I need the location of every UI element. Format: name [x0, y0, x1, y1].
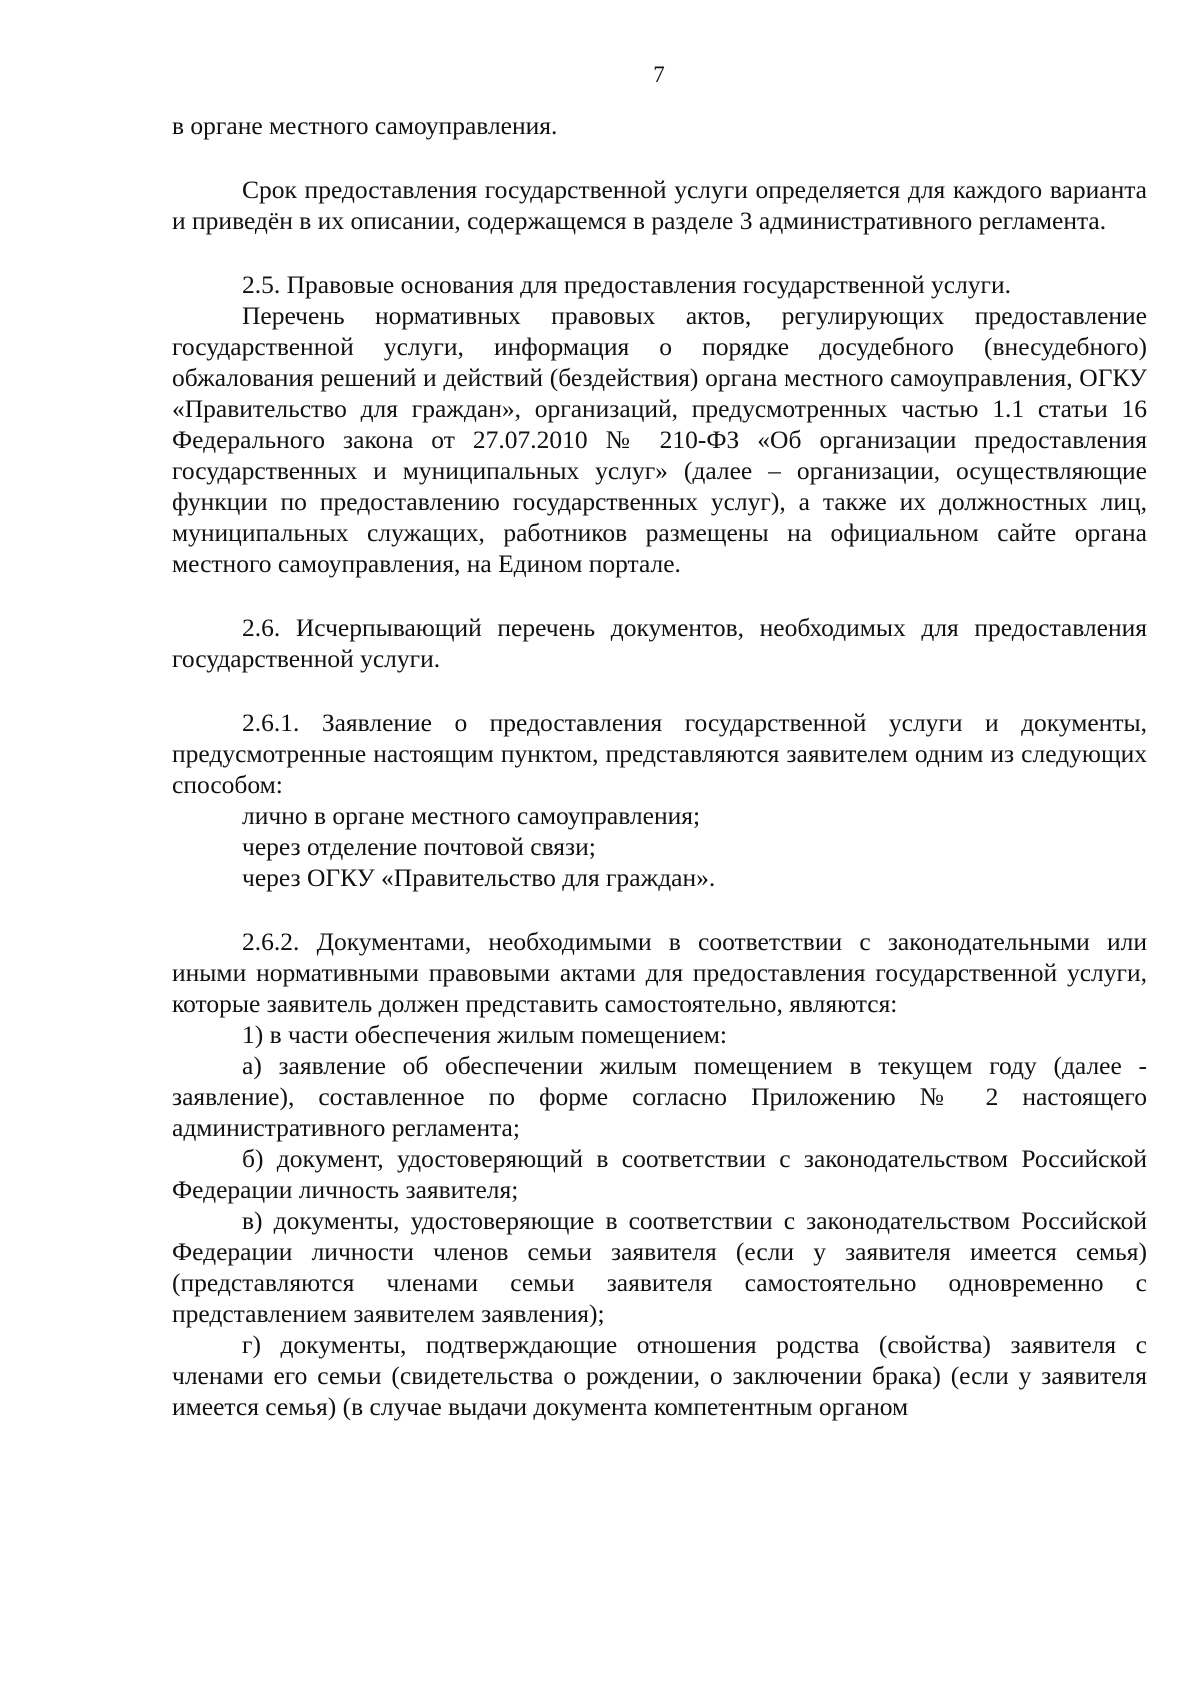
paragraph-continuation: в органе местного самоуправления.: [172, 111, 558, 140]
list-item-post: через отделение почтовой связи;: [242, 832, 596, 861]
list-item-g: г) документы, подтверждающие отношения родства (свойства) заявителя с членами его семьи (свидетельства о рождении, о заключении брака) (если у заявителя имеется семья) (в случае выдачи документа компетентным органом: [172, 1330, 1147, 1421]
list-item-in-person: лично в органе местного самоуправления;: [242, 801, 701, 830]
list-item-a: а) заявление об обеспечении жилым помещением в текущем году (далее - заявление), составленное по форме согласно Приложению № 2 настоящего административного регламента;: [172, 1051, 1147, 1142]
section-heading-2-6: 2.6. Исчерпывающий перечень документов, необходимых для предоставления государственной услуги.: [172, 613, 1147, 673]
list-item-b: б) документ, удостоверяющий в соответствии с законодательством Российской Федерации личность заявителя;: [172, 1144, 1147, 1204]
list-item-v: в) документы, удостоверяющие в соответствии с законодательством Российской Федерации личности членов семьи заявителя (если у заявителя имеется семья) (представляются членами семьи заявителя самостоятельно одновременно с представлением заявителем заявления);: [172, 1206, 1147, 1328]
list-item-housing: 1) в части обеспечения жилым помещением:: [242, 1020, 727, 1049]
document-body: [172, 110, 1147, 1422]
paragraph-2-6-1: 2.6.1. Заявление о предоставления государственной услуги и документы, предусмотренные настоящим пунктом, представляются заявителем одним из следующих способом:: [172, 708, 1147, 799]
list-item-ogku: через ОГКУ «Правительство для граждан».: [242, 863, 716, 892]
paragraph-service-term: Срок предоставления государственной услуги определяется для каждого варианта и приведён в их описании, содержащемся в разделе 3 административного регламента.: [172, 175, 1147, 235]
section-heading-2-5: 2.5. Правовые основания для предоставления государственной услуги.: [242, 270, 1012, 299]
paragraph-legal-acts: Перечень нормативных правовых актов, регулирующих предоставление государственной услуги, информация о порядке досудебного (внесудебного) обжалования решений и действий (бездействия) органа местного самоуправления, ОГКУ «Правительство для граждан», организаций, предусмотренных частью 1.1 статьи 16 Федерального закона от 27.07.2010 № 210-ФЗ «Об организации предоставления государственных и муниципальных услуг» (далее – организации, осуществляющие функции по предоставлению государственных услуг), а также их должностных лиц, муниципальных служащих, работников размещены на официальном сайте органа местного самоуправления, на Едином портале.: [172, 301, 1147, 578]
page-number: 7: [653, 62, 665, 87]
paragraph-2-6-2: 2.6.2. Документами, необходимыми в соответствии с законодательными или иными нормативными правовыми актами для предоставления государственной услуги, которые заявитель должен представить самостоятельно, являются:: [172, 927, 1147, 1018]
